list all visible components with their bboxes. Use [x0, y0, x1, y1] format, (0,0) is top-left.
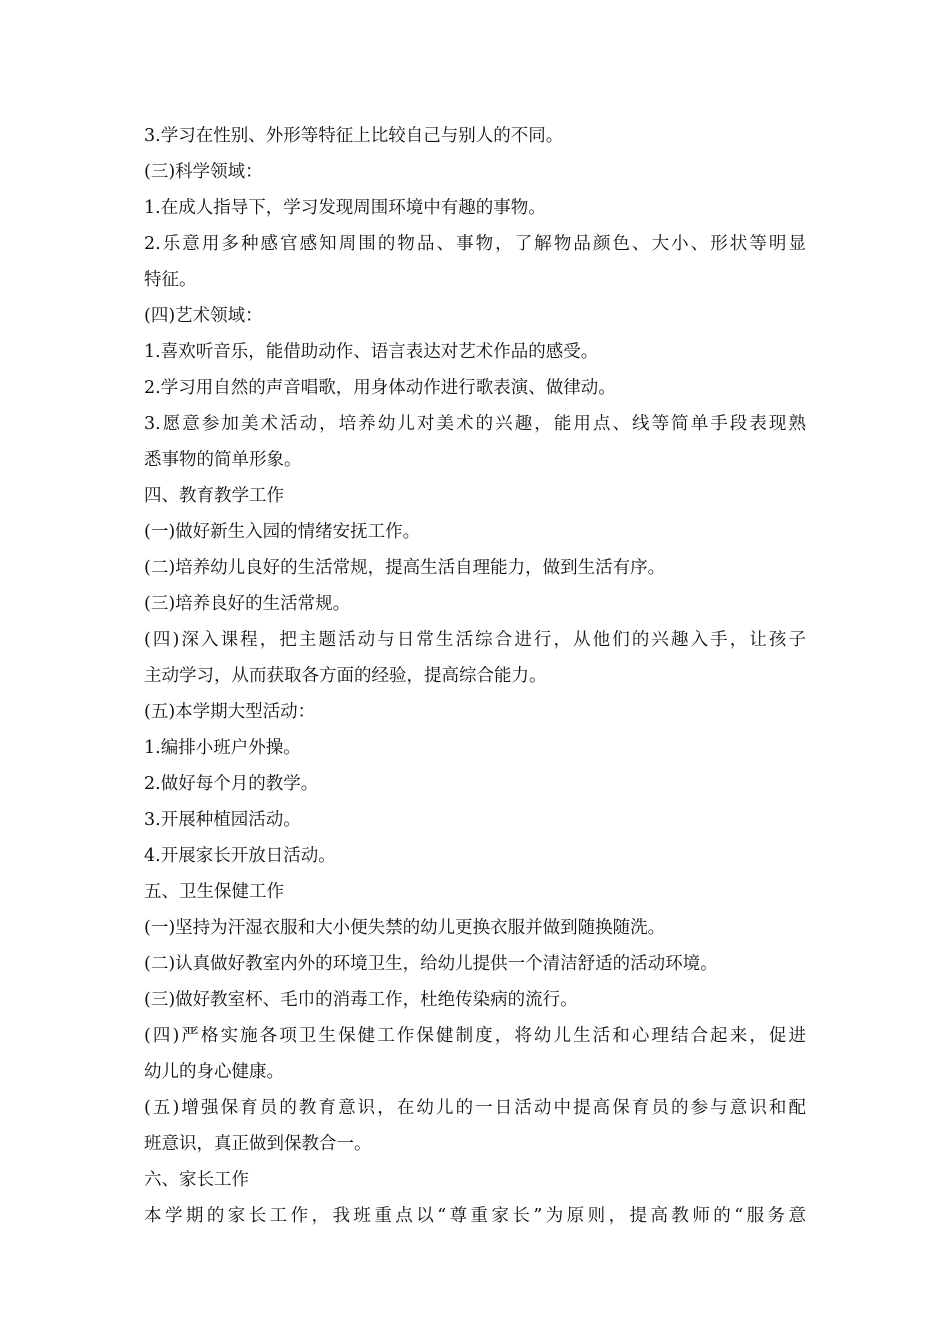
text-line: (一)坚持为汗湿衣服和大小便失禁的幼儿更换衣服并做到随换随洗。: [144, 918, 666, 938]
text-line: 3.开展种植园活动。: [144, 810, 301, 830]
chapter-heading: 六、家长工作: [144, 1170, 249, 1190]
text-line: 4.开展家长开放日活动。: [144, 846, 336, 866]
section-heading: (三)科学领域：: [144, 162, 263, 182]
text-line: 主动学习，从而获取各方面的经验，提高综合能力。: [144, 666, 547, 686]
text-line: 3.愿意参加美术活动，培养幼儿对美术的兴趣，能用点、线等简单手段表现熟: [144, 414, 806, 434]
chapter-heading: 四、教育教学工作: [144, 486, 284, 506]
text-line: (三)做好教室杯、毛巾的消毒工作，杜绝传染病的流行。: [144, 990, 578, 1010]
text-line: 特征。: [144, 270, 197, 290]
text-line: 2.做好每个月的教学。: [144, 774, 319, 794]
text-line: (四)深入课程，把主题活动与日常生活综合进行，从他们的兴趣入手，让孩子: [144, 630, 806, 650]
text-line: 3.学习在性别、外形等特征上比较自己与别人的不同。: [144, 126, 564, 146]
text-line: 2.学习用自然的声音唱歌，用身体动作进行歌表演、做律动。: [144, 378, 616, 398]
text-line: 1.在成人指导下，学习发现周围环境中有趣的事物。: [144, 198, 546, 218]
text-line: (四)严格实施各项卫生保健工作保健制度，将幼儿生活和心理结合起来，促进: [144, 1026, 806, 1046]
text-line: 1.喜欢听音乐，能借助动作、语言表达对艺术作品的感受。: [144, 342, 599, 362]
text-line: (一)做好新生入园的情绪安抚工作。: [144, 522, 421, 542]
text-line: (二)培养幼儿良好的生活常规，提高生活自理能力，做到生活有序。: [144, 558, 666, 578]
section-heading: (四)艺术领域：: [144, 306, 263, 326]
section-heading: (五)本学期大型活动：: [144, 702, 316, 722]
text-line: (五)增强保育员的教育意识，在幼儿的一日活动中提高保育员的参与意识和配: [144, 1098, 806, 1118]
text-line: (二)认真做好教室内外的环境卫生，给幼儿提供一个清洁舒适的活动环境。: [144, 954, 718, 974]
text-line: 2.乐意用多种感官感知周围的物品、事物，了解物品颜色、大小、形状等明显: [144, 234, 806, 254]
chapter-heading: 五、卫生保健工作: [144, 882, 284, 902]
text-line: 本学期的家长工作，我班重点以“尊重家长”为原则，提高教师的“服务意: [144, 1206, 806, 1226]
text-line: 幼儿的身心健康。: [144, 1062, 284, 1082]
text-line: 悉事物的简单形象。: [144, 450, 302, 470]
text-line: 1.编排小班户外操。: [144, 738, 301, 758]
text-line: 班意识，真正做到保教合一。: [144, 1134, 372, 1154]
text-line: (三)培养良好的生活常规。: [144, 594, 351, 614]
document-page: [144, 118, 806, 1234]
